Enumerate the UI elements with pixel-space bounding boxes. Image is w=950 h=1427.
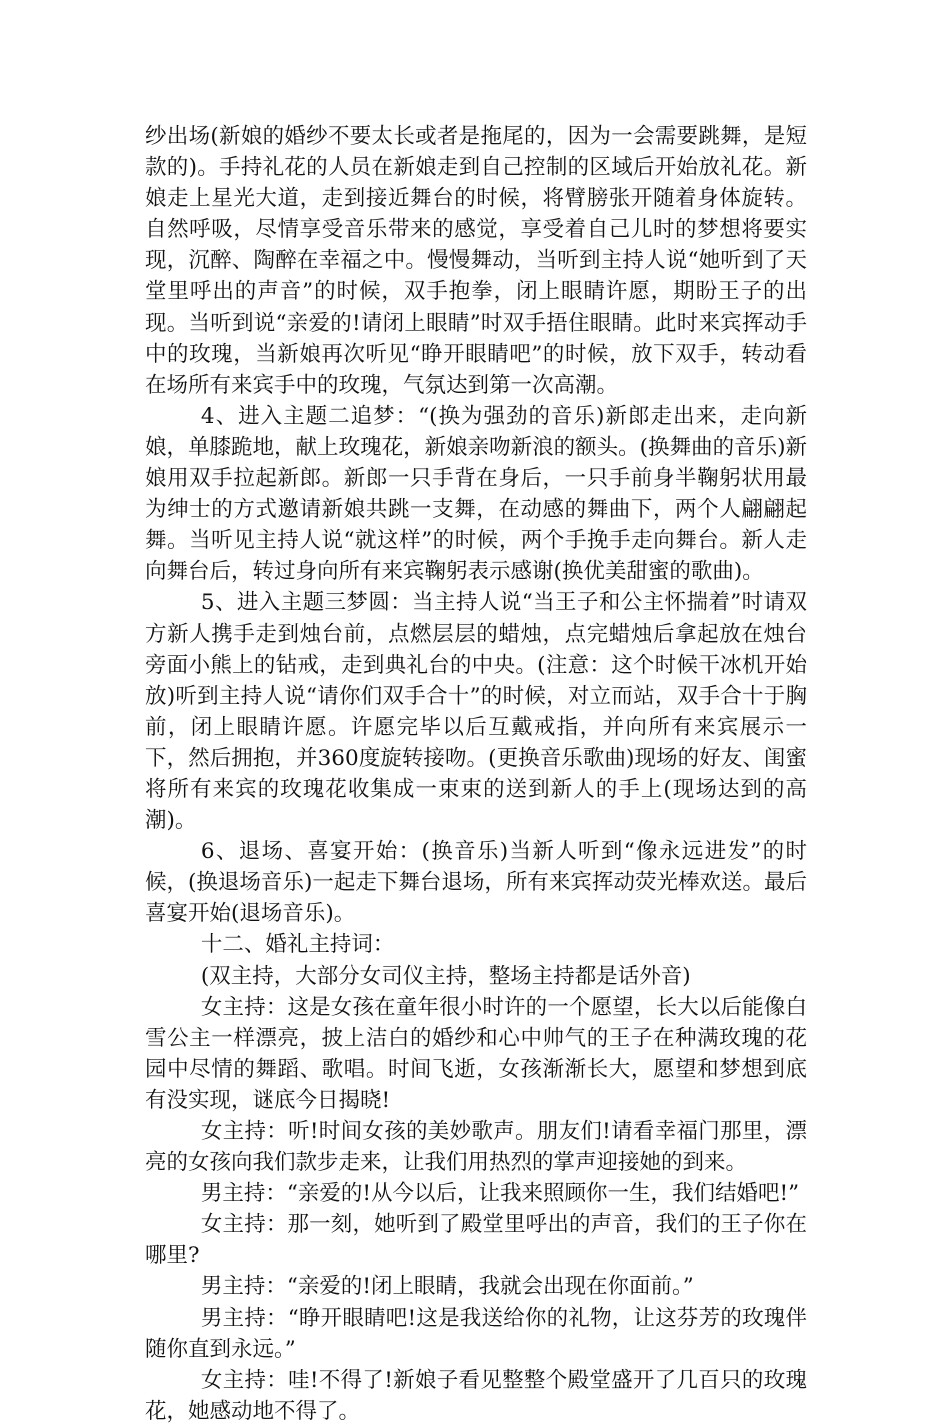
paragraph-theme-three: 5、进入主题三梦圆：当主持人说“当王子和公主怀揣着”时请双方新人携手走到烛台前，点燃层层的蜡烛，点完蜡烛后拿起放在烛台旁面小熊上的钻戒，走到典礼台的中央。(注意：这个时候干冰机开始放)听到主持人说“请你们双手合十”的时候，对立而站，双手合十于胸前，闭上眼睛许愿。许愿完毕以后互戴戒指，并向所有来宾展示一下，然后拥抱，并360度旋转接吻。(更换音乐歌曲)现场的好友、闺蜜将所有来宾的玫瑰花收集成一束束的送到新人的手上(现场达到的高潮)。 bbox=[145, 590, 807, 834]
paragraph-male-host-2: 男主持：“亲爱的!闭上眼睛，我就会出现在你面前。” bbox=[200, 1274, 694, 1300]
paragraph-host-note: (双主持，大部分女司仪主持，整场主持都是话外音) bbox=[200, 963, 691, 989]
document-page bbox=[145, 121, 807, 1427]
paragraph-female-host-2: 女主持：听!时间女孩的美妙歌声。朋友们!请看幸福门那里，漂亮的女孩向我们款步走来，让我们用热烈的掌声迎接她的到来。 bbox=[145, 1119, 807, 1176]
paragraph-male-host-3: 男主持：“睁开眼睛吧!这是我送给你的礼物，让这芬芳的玫瑰伴随你直到永远。” bbox=[145, 1305, 807, 1362]
paragraph-theme-two: 4、进入主题二追梦：“(换为强劲的音乐)新郎走出来，走向新娘，单膝跪地，献上玫瑰花，新娘亲吻新浪的额头。(换舞曲的音乐)新娘用双手拉起新郎。新郎一只手背在身后，一只手前身半鞠躬状用最为绅士的方式邀请新娘共跳一支舞，在动感的舞曲下，两个人翩翩起舞。当听见主持人说“就这样”的时候，两个手挽手走向舞台。新人走向舞台后，转过身向所有来宾鞠躬表示感谢(换优美甜蜜的歌曲)。 bbox=[145, 403, 807, 585]
section-heading-host-script: 十二、婚礼主持词： bbox=[200, 932, 395, 958]
paragraph-exit-banquet: 6、退场、喜宴开始：(换音乐)当新人听到“像永远进发”的时候，(换退场音乐)一起走下舞台退场，所有来宾挥动荧光棒欢送。最后喜宴开始(退场音乐)。 bbox=[145, 839, 807, 927]
paragraph-male-host-1: 男主持：“亲爱的!从今以后，让我来照顾你一生，我们结婚吧!” bbox=[200, 1181, 800, 1207]
paragraph-bride-entrance: 纱出场(新娘的婚纱不要太长或者是拖尾的，因为一会需要跳舞，是短款的)。手持礼花的人员在新娘走到自己控制的区域后开始放礼花。新娘走上星光大道，走到接近舞台的时候，将臂膀张开随着身体旋转。自然呼吸，尽情享受音乐带来的感觉，享受着自己儿时的梦想将要实现，沉醉、陶醉在幸福之中。慢慢舞动，当听到主持人说“她听到了天堂里呼出的声音”的时候，双手抱拳，闭上眼睛许愿，期盼王子的出现。当听到说“亲爱的!请闭上眼睛”时双手捂住眼睛。此时来宾挥动手中的玫瑰，当新娘再次听见“睁开眼睛吧”的时候，放下双手，转动看在场所有来宾手中的玫瑰，气氛达到第一次高潮。 bbox=[145, 124, 807, 398]
paragraph-female-host-4: 女主持：哇!不得了!新娘子看见整整个殿堂盛开了几百只的玫瑰花，她感动地不得了。 bbox=[145, 1367, 807, 1424]
paragraph-female-host-1: 女主持：这是女孩在童年很小时许的一个愿望，长大以后能像白雪公主一样漂亮，披上洁白的婚纱和心中帅气的王子在种满玫瑰的花园中尽情的舞蹈、歌唱。时间飞逝，女孩渐渐长大，愿望和梦想到底有没实现，谜底今日揭晓! bbox=[145, 994, 807, 1113]
paragraph-female-host-3: 女主持：那一刻，她听到了殿堂里呼出的声音，我们的王子你在哪里? bbox=[145, 1212, 807, 1269]
